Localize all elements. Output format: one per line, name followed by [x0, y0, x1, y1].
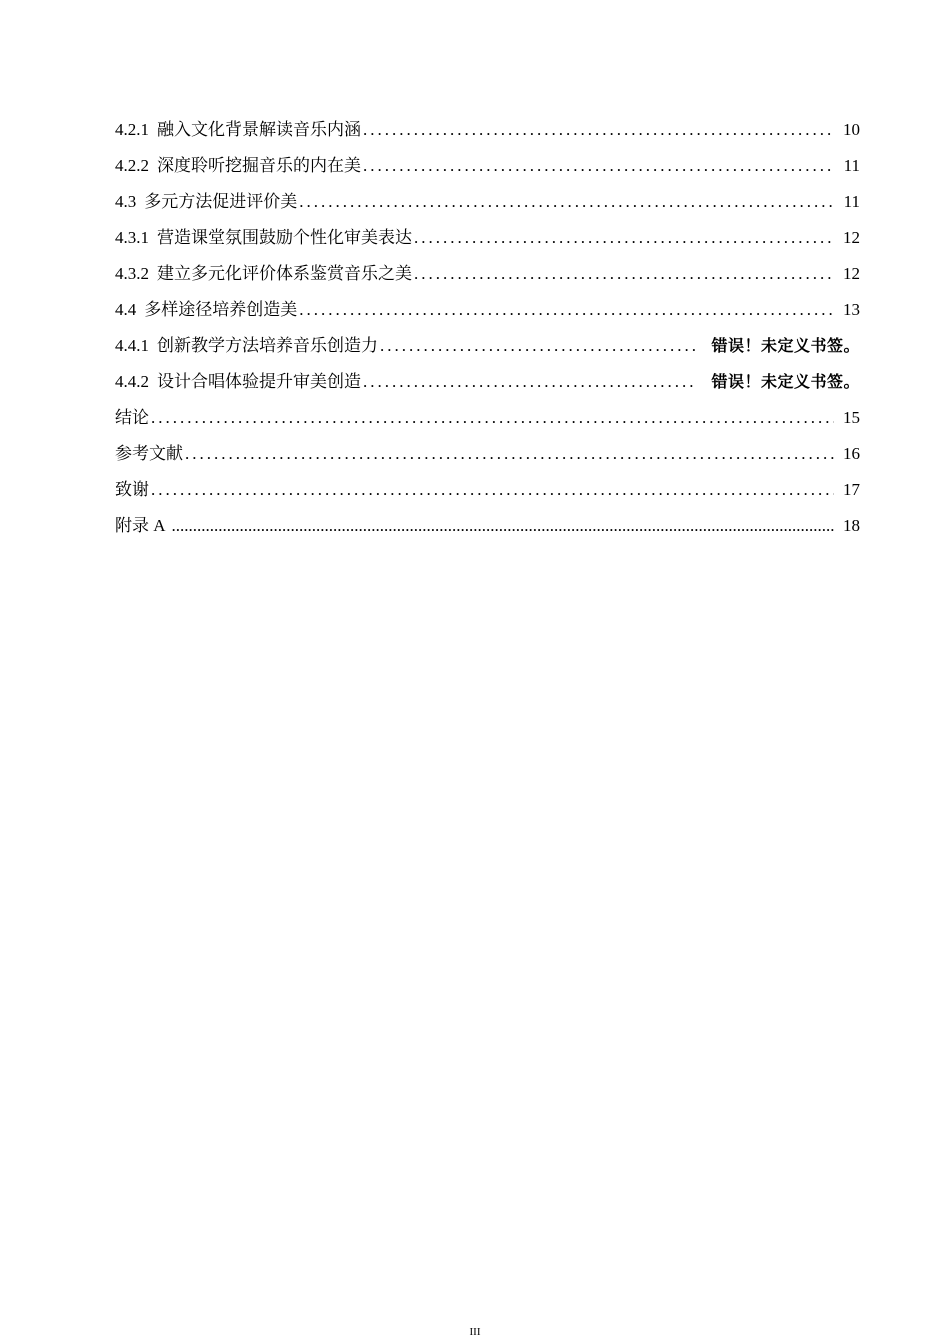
toc-entry-number: 4.3.2 — [115, 264, 149, 283]
dot-leader — [151, 404, 834, 432]
toc-entry-4-3-2[interactable] — [115, 260, 860, 296]
toc-entry-acknowledgements[interactable] — [115, 476, 860, 512]
toc-entry-page: 17 — [843, 480, 860, 499]
toc-entry-number: 4.3 — [115, 192, 137, 211]
toc-entry-page: 15 — [843, 408, 860, 427]
toc-entry-title: 设计合唱体验提升审美创造 — [157, 372, 361, 391]
toc-entry-4-2-2[interactable] — [115, 152, 860, 188]
toc-entry-number: 4.4.2 — [115, 372, 149, 391]
toc-entry-number: 4.3.1 — [115, 228, 149, 247]
toc-entry-4-3[interactable] — [115, 188, 860, 224]
toc-entry-title: 营造课堂氛围鼓励个性化审美表达 — [157, 228, 412, 247]
dot-leader — [299, 296, 834, 324]
toc-entry-4-4-1[interactable] — [115, 332, 860, 368]
toc-entry-bookmark-error: 错误！未定义书签。 — [711, 336, 860, 355]
toc-entry-title: 结论 — [115, 408, 149, 427]
toc-entry-title: 深度聆听挖掘音乐的内在美 — [157, 156, 361, 175]
toc-entry-number: 4.2.2 — [115, 156, 149, 175]
dot-leader — [363, 368, 697, 396]
toc-entry-title: 多元方法促进评价美 — [144, 192, 298, 211]
dot-leader — [363, 116, 834, 144]
toc-entry-page: 11 — [843, 156, 860, 175]
toc-entry-4-4-2[interactable] — [115, 368, 860, 404]
toc-entry-4-2-1[interactable] — [115, 116, 860, 152]
toc-entry-page: 12 — [843, 228, 860, 247]
table-of-contents — [115, 116, 860, 548]
toc-entry-4-4[interactable] — [115, 296, 860, 332]
toc-entry-4-3-1[interactable] — [115, 224, 860, 260]
toc-entry-title: 建立多元化评价体系鉴赏音乐之美 — [157, 264, 412, 283]
toc-entry-title: 多样途径培养创造美 — [144, 300, 298, 319]
toc-entry-number: 4.2.1 — [115, 120, 149, 139]
toc-entry-title: 融入文化背景解读音乐内涵 — [157, 120, 361, 139]
dot-leader — [380, 332, 697, 360]
toc-entry-bookmark-error: 错误！未定义书签。 — [711, 372, 860, 391]
toc-entry-conclusion[interactable] — [115, 404, 860, 440]
dot-leader — [299, 188, 834, 216]
toc-entry-appendix-a[interactable] — [115, 512, 860, 548]
toc-entry-page: 13 — [843, 300, 860, 319]
toc-entry-title: 创新教学方法培养音乐创造力 — [157, 336, 378, 355]
toc-entry-number: 4.4 — [115, 300, 137, 319]
dot-leader — [185, 440, 834, 468]
dot-leader — [414, 260, 834, 288]
toc-entry-page: 16 — [843, 444, 860, 463]
dot-leader — [414, 224, 834, 252]
toc-entry-page: 11 — [843, 192, 860, 211]
page-number-footer: III — [469, 1326, 481, 1338]
dot-leader — [151, 476, 834, 504]
toc-entry-page: 10 — [843, 120, 860, 139]
dot-leader — [363, 152, 834, 180]
toc-entry-page: 18 — [843, 516, 860, 535]
toc-entry-title: 附录 A — [115, 516, 166, 535]
toc-entry-title: 致谢 — [115, 480, 149, 499]
toc-entry-references[interactable] — [115, 440, 860, 476]
toc-entry-number: 4.4.1 — [115, 336, 149, 355]
toc-entry-page: 12 — [843, 264, 860, 283]
dot-leader — [172, 512, 834, 540]
toc-entry-title: 参考文献 — [115, 444, 183, 463]
